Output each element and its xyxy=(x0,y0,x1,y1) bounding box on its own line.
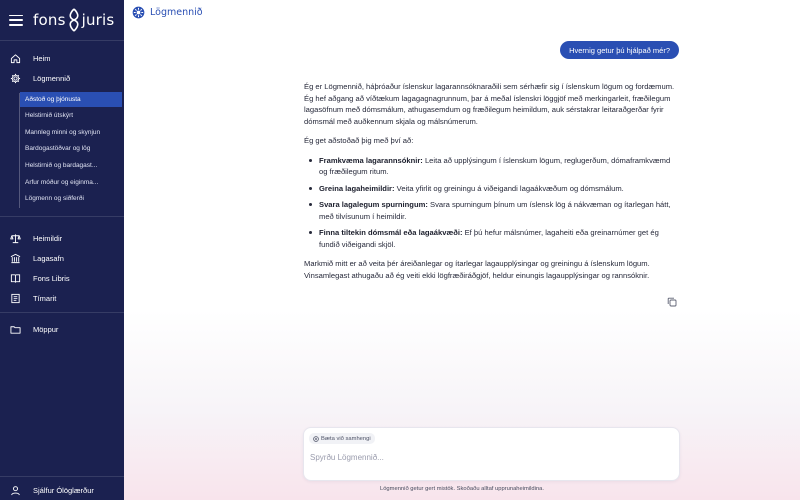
logo-text-left: fons xyxy=(33,11,66,29)
chat-item-label: Helstirnið og bardagast... xyxy=(25,162,98,169)
sidebar-header xyxy=(0,0,124,40)
folder-icon xyxy=(10,324,21,335)
response-intro: Ég er Lögmennið, háþróaður íslenskur lagarannsóknaraðili sem sérhæfir sig í íslenskum lögum og fordæmum. Ég hef aðgang að víðtækum lagagagnagrunnum, þar á meðal íslenskri löggjöf með merkingarleit, fræðilegum lagasöfnum með dómsmálum, athugasemdum og fræðilegum heimildum, auk sérstakrar leitaraðgerðar fyrir dómsmál með auðkennum skjala og málsnúmerum. xyxy=(304,82,675,126)
sidebar xyxy=(0,0,124,500)
list-item-title: Framkvæma lagarannsóknir: xyxy=(319,155,423,165)
chat-item-bardogastodvar[interactable] xyxy=(20,141,122,156)
sidebar-item-label: Heimildir xyxy=(33,234,63,243)
sidebar-item-label: Lögmennið xyxy=(33,74,71,83)
gear-icon xyxy=(10,73,21,84)
home-icon xyxy=(10,53,21,64)
assistant-logo-icon xyxy=(132,6,145,19)
add-context-icon xyxy=(313,436,319,442)
sidebar-item-lagasafn[interactable] xyxy=(10,253,64,264)
sidebar-item-heimildir[interactable] xyxy=(10,233,62,244)
chat-item-mannleg-minni[interactable] xyxy=(20,125,122,140)
page-title: Lögmennið xyxy=(150,7,203,18)
add-context-label: Bæta við samhengi xyxy=(321,435,371,442)
disclaimer-text: Lögmennið getur gert mistök. Skoðaðu alltaf upprunaheimildina. xyxy=(379,486,545,492)
sidebar-item-label: Tímarit xyxy=(33,294,57,303)
sidebar-divider xyxy=(0,476,124,477)
chat-item-label: Arfur móður og eiginma... xyxy=(25,179,99,186)
fons-juris-logo[interactable] xyxy=(33,8,114,32)
list-item xyxy=(304,227,680,250)
list-item-title: Greina lagaheimildir: xyxy=(319,183,395,193)
add-context-button[interactable] xyxy=(309,433,375,444)
list-item xyxy=(304,183,680,195)
message-composer xyxy=(303,427,680,481)
sidebar-item-timarit[interactable] xyxy=(10,293,56,304)
chat-item-label: Lögmenn og siðferði xyxy=(25,195,84,202)
page-header xyxy=(132,6,203,19)
sidebar-divider xyxy=(0,216,124,217)
user-icon xyxy=(10,485,21,496)
chat-item-logmenn-sidferdi[interactable] xyxy=(20,191,122,206)
list-item-title: Svara lagalegum spurningum: xyxy=(319,200,428,209)
sidebar-item-label: Lagasafn xyxy=(33,254,64,263)
logo-text-right: juris xyxy=(81,11,115,29)
logo-mark-icon xyxy=(68,8,80,32)
list-item xyxy=(304,155,680,178)
sidebar-item-fons-libris[interactable] xyxy=(10,273,70,284)
sidebar-item-moppur[interactable] xyxy=(10,324,58,335)
sidebar-item-logmennid[interactable] xyxy=(10,73,70,84)
sidebar-item-heim[interactable] xyxy=(10,53,51,64)
user-message-bubble xyxy=(560,41,679,59)
list-item-text: Svara spurningum þínum um íslensk lög á nákvæman og ítarlegan hátt, með tilvísunum í heimildir. xyxy=(319,200,671,221)
chat-item-label: Mannleg minni og skynjun xyxy=(25,129,101,136)
chat-item-label: Aðstoð og þjónusta xyxy=(25,96,81,103)
user-message-text: Hvernig getur þú hjálpað mér? xyxy=(569,45,670,55)
chat-item-arfur[interactable] xyxy=(20,175,122,190)
response-lead: Ég get aðstoðað þig með því að: xyxy=(304,136,414,145)
chat-item-helstirnid[interactable] xyxy=(20,108,122,123)
list-item-text: Ef þú hefur málsnúmer, lagaheiti eða greinarnúmer get ég fundið viðeigandi skjöl. xyxy=(319,228,659,249)
chat-item-label: Helstirnið útskýrt xyxy=(25,112,74,119)
list-item-title: Finna tiltekin dómsmál eða lagaákvæði: xyxy=(319,228,463,237)
building-icon xyxy=(10,253,21,264)
main-area xyxy=(124,0,800,500)
list-item-text: Leita að upplýsingum í íslenskum lögum, reglugerðum, dómaframkvæmd og fræðilegum ritum. xyxy=(319,155,671,176)
chat-item-helstirnid-bardagast[interactable] xyxy=(20,158,122,173)
chat-item-adstod[interactable] xyxy=(20,92,122,107)
response-list xyxy=(304,155,680,251)
list-item-text: Veita yfirlit og greiningu á viðeigandi lagaákvæðum og dómsmálum. xyxy=(396,183,624,193)
chat-item-label: Bardogastöðvar og lög xyxy=(25,145,91,152)
user-profile[interactable] xyxy=(10,485,94,496)
response-closing: Markmið mitt er að veita þér áreiðanlegar og ítarlegar lagaupplýsingar og greiningu á íslenskum lögum. Vinsamlegast athugaðu að ég veiti ekki lögfræðiráðgjöf, heldur einungis lagaupplýsingar og rannsóknir. xyxy=(304,259,650,280)
sidebar-divider xyxy=(0,40,124,41)
copy-icon[interactable] xyxy=(667,297,677,307)
sidebar-item-label: Möppur xyxy=(33,325,59,334)
list-item xyxy=(304,199,680,222)
assistant-response xyxy=(304,81,680,289)
scales-icon xyxy=(10,233,21,244)
sidebar-divider xyxy=(0,312,124,313)
chat-input[interactable] xyxy=(310,450,670,464)
book-icon xyxy=(10,273,21,284)
menu-icon[interactable] xyxy=(9,15,23,26)
sidebar-item-label: Heim xyxy=(33,54,51,63)
user-name: Sjálfur Ólöglærður xyxy=(33,486,94,495)
journal-icon xyxy=(10,293,21,304)
sidebar-item-label: Fons Libris xyxy=(33,274,70,283)
